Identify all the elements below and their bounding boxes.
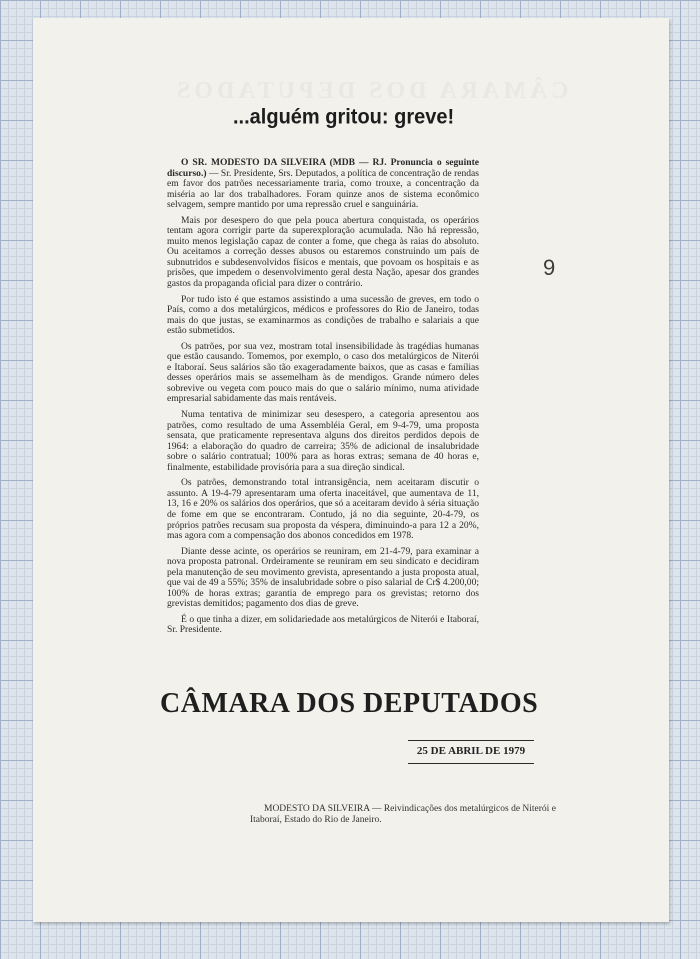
speech-paragraph: O SR. MODESTO DA SILVEIRA (MDB — RJ. Pronuncia o seguinte discurso.) — Sr. Presidente, Srs. Deputados, a política de concentração de rendas em favor dos patrões necessariamente traria, como trouxe, a concentração da miséria ao lar dos trabalhadores. Foram quinze anos de sistema econômico selvagem, sempre mantido por uma repressão cruel e sanguinária. <box>167 157 479 211</box>
speech-paragraph: Os patrões, por sua vez, mostram total insensibilidade às tragédias humanas que estão causando. Tomemos, por exemplo, o caso dos metalúrgicos de Niterói e Itaboraí. Seus salários são tão exageradamente baixos, que as casas e famílias desses operários mais se assemelham às de mendigos. Grande número deles sobrevive ou vegeta com pouco mais do que o salário mínimo, numa atividade empresarial sabidamente das mais rentáveis. <box>167 340 479 405</box>
speech-paragraph: Mais por desespero do que pela pouca abertura conquistada, os operários tentam agora corrigir parte da superexploração acumulada. Não há repressão, muito menos legislação capaz de conter a fome, que chega às raias do absoluto. Ou aceitamos a correção desses abusos ou estaremos construindo um país de subnutridos e subdesenvolvidos físicos e mentais, que povoam os hospitais e as prisões, que impedem o desenvolvimento geral desta Nação, apesar dos grandes gastos da propaganda oficial para dizer o contrário. <box>167 214 479 290</box>
speech-paragraph: Numa tentativa de minimizar seu desespero, a categoria apresentou aos patrões, como resultado de uma Assembléia Geral, em 9-4-79, uma proposta sensata, que praticamente representava alguns dos direitos perdidos depois de 1964: a elaboração do quadro de carreira; 35% de adicional de insalubridade sobre o salário contratual; 100% para as horas extras; semana de 40 horas e, finalmente, estabilidade provisória para a sua direção sindical. <box>167 409 479 473</box>
speech-body <box>167 158 479 641</box>
date-rule-top <box>408 740 534 741</box>
headline: ...alguém gritou: greve! <box>233 105 455 129</box>
speech-paragraph: Diante desse acinte, os operários se reuniram, em 21-4-79, para examinar a nova proposta patronal. Ordeiramente se reuniram em seu sindicato e decidiram pela manutenção de seu movimento grevista, apresentando a justa proposta atual, que vai de 49 a 55%; 35% de insalubridade sobre o piso salarial de Cr$ 4.200,00; 100% de horas extras; garantia de emprego para os grevistas; retorno dos grevistas demitidos; pagamento dos dias de greve. <box>167 545 479 610</box>
chamber-title: CÂMARA DOS DEPUTADOS <box>160 688 539 719</box>
speaker-name: O SR. MODESTO DA SILVEIRA (MDB — RJ. Pronuncia o seguinte discurso.) <box>167 157 479 179</box>
session-date: 25 DE ABRIL DE 1979 <box>416 745 526 757</box>
show-through-text: CÂMARA DOS DEPUTADOS <box>173 78 569 104</box>
speech-paragraph: É o que tinha a dizer, em solidariedade aos metalúrgicos de Niterói e Itaboraí, Sr. Presidente. <box>167 613 479 636</box>
index-note: MODESTO DA SILVEIRA — Reivindicações dos metalúrgicos de Niterói e Itaboraí, Estado do Rio de Janeiro. <box>250 804 556 825</box>
speech-paragraph: Por tudo isto é que estamos assistindo a uma sucessão de greves, em todo o País, como a dos metalúrgicos, médicos e professores do Rio de Janeiro, todas mais do que justas, se examinarmos as condições de trabalho e salariais a que estão submetidos. <box>167 293 479 337</box>
handwritten-page-number: 9 <box>543 255 556 280</box>
date-rule-bottom <box>408 763 534 764</box>
speech-paragraph: Os patrões, demonstrando total intransigência, nem aceitaram discutir o assunto. A 19-4-79 apresentaram uma oferta inaceitável, que aumentava de 11, 13, 16 e 20% os salários dos operários, que só a aceitaram devido à séria situação de fome em que se encontraram. Contudo, já no dia seguinte, 20-4-79, os próprios patrões recusam sua proposta da véspera, diminuindo-a para 12 a 20%, mas agora com a compensação dos abonos concedidos em 1978. <box>167 477 479 542</box>
